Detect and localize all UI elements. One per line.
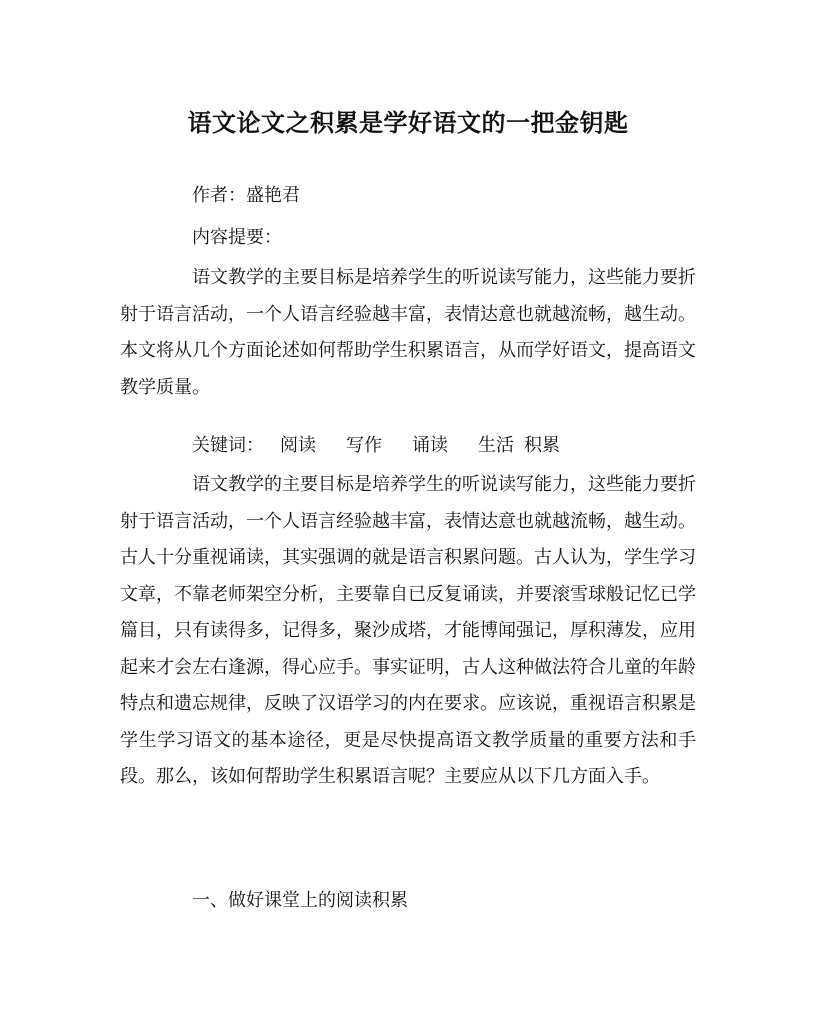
keywords-line [192,428,560,464]
keyword-item: 阅读 [280,435,316,456]
keyword-item: 生活 [478,435,514,456]
section-heading: 一、做好课堂上的阅读积累 [192,890,408,911]
keyword-item: 写作 [346,435,382,456]
document-title: 语文论文之积累是学好语文的一把金钥匙 [187,108,629,137]
author-line: 作者：盛艳君 [192,185,300,206]
keyword-item: 积累 [524,435,560,456]
keyword-item: 诵读 [412,435,448,456]
abstract-paragraph: 语文教学的主要目标是培养学生的听说读写能力，这些能力要折射于语言活动，一个人语言经验越丰富，表情达意也就越流畅，越生动。本文将从几个方面论述如何帮助学生积累语言，从而学好语文，提高语文教学质量。 [120,267,696,398]
body-paragraph: 语文教学的主要目标是培养学生的听说读写能力，这些能力要折射于语言活动，一个人语言经验越丰富，表情达意也就越流畅，越生动。古人十分重视诵读，其实强调的就是语言积累问题。古人认为，学生学习文章，不靠老师架空分析，主要靠自已反复诵读，并要滚雪球般记忆已学篇目，只有读得多，记得多，聚沙成塔，才能博闻强记，厚积薄发，应用起来才会左右逢源，得心应手。事实证明，古人这种做法符合儿童的年龄特点和遗忘规律，反映了汉语学习的内在要求。应该说，重视语言积累是学生学习语文的基本途径，更是尽快提高语文教学质量的重要方法和手段。那么，该如何帮助学生积累语言呢？主要应从以下几方面入手。 [120,474,696,787]
keywords-label: 关键词： [192,435,264,456]
abstract-label: 内容提要： [192,227,282,248]
